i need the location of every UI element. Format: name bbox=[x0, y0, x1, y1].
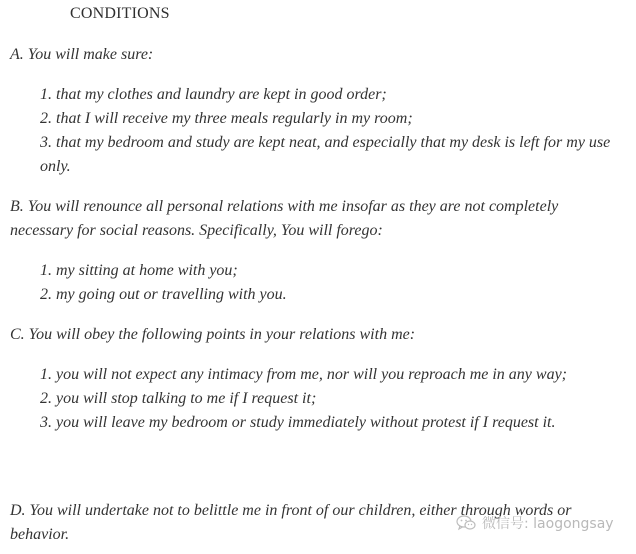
list-item: 2. you will stop talking to me if I request it; bbox=[40, 390, 317, 407]
wechat-icon bbox=[456, 515, 476, 531]
watermark-text: 微信号: laogongsay bbox=[482, 516, 614, 532]
list-item: 2. that I will receive my three meals regularly in my room; bbox=[40, 110, 413, 127]
section-b-intro: B. You will renounce all personal relations with me insofar as they are not completely necessary for social reasons. Specifically, You will forego: bbox=[10, 198, 559, 239]
page-title: CONDITIONS bbox=[70, 5, 170, 22]
list-item: 1. my sitting at home with you; bbox=[40, 262, 238, 279]
list-item: 3. you will leave my bedroom or study immediately without protest if I request it. bbox=[40, 414, 556, 431]
section-d-intro: D. You will undertake not to belittle me in front of our children, either through words or behavior. bbox=[10, 502, 572, 543]
section-a-intro: A. You will make sure: bbox=[10, 46, 154, 63]
section-b-list bbox=[40, 259, 615, 307]
watermark bbox=[456, 511, 614, 535]
list-item: 1. that my clothes and laundry are kept in good order; bbox=[40, 86, 387, 103]
section-a-list bbox=[40, 83, 615, 179]
list-item: 2. my going out or travelling with you. bbox=[40, 286, 287, 303]
section-c-intro: C. You will obey the following points in your relations with me: bbox=[10, 326, 416, 343]
list-item: 1. you will not expect any intimacy from me, nor will you reproach me in any way; bbox=[40, 366, 567, 383]
list-item: 3. that my bedroom and study are kept neat, and especially that my desk is left for my use only. bbox=[40, 134, 611, 175]
section-c-list bbox=[40, 363, 615, 435]
